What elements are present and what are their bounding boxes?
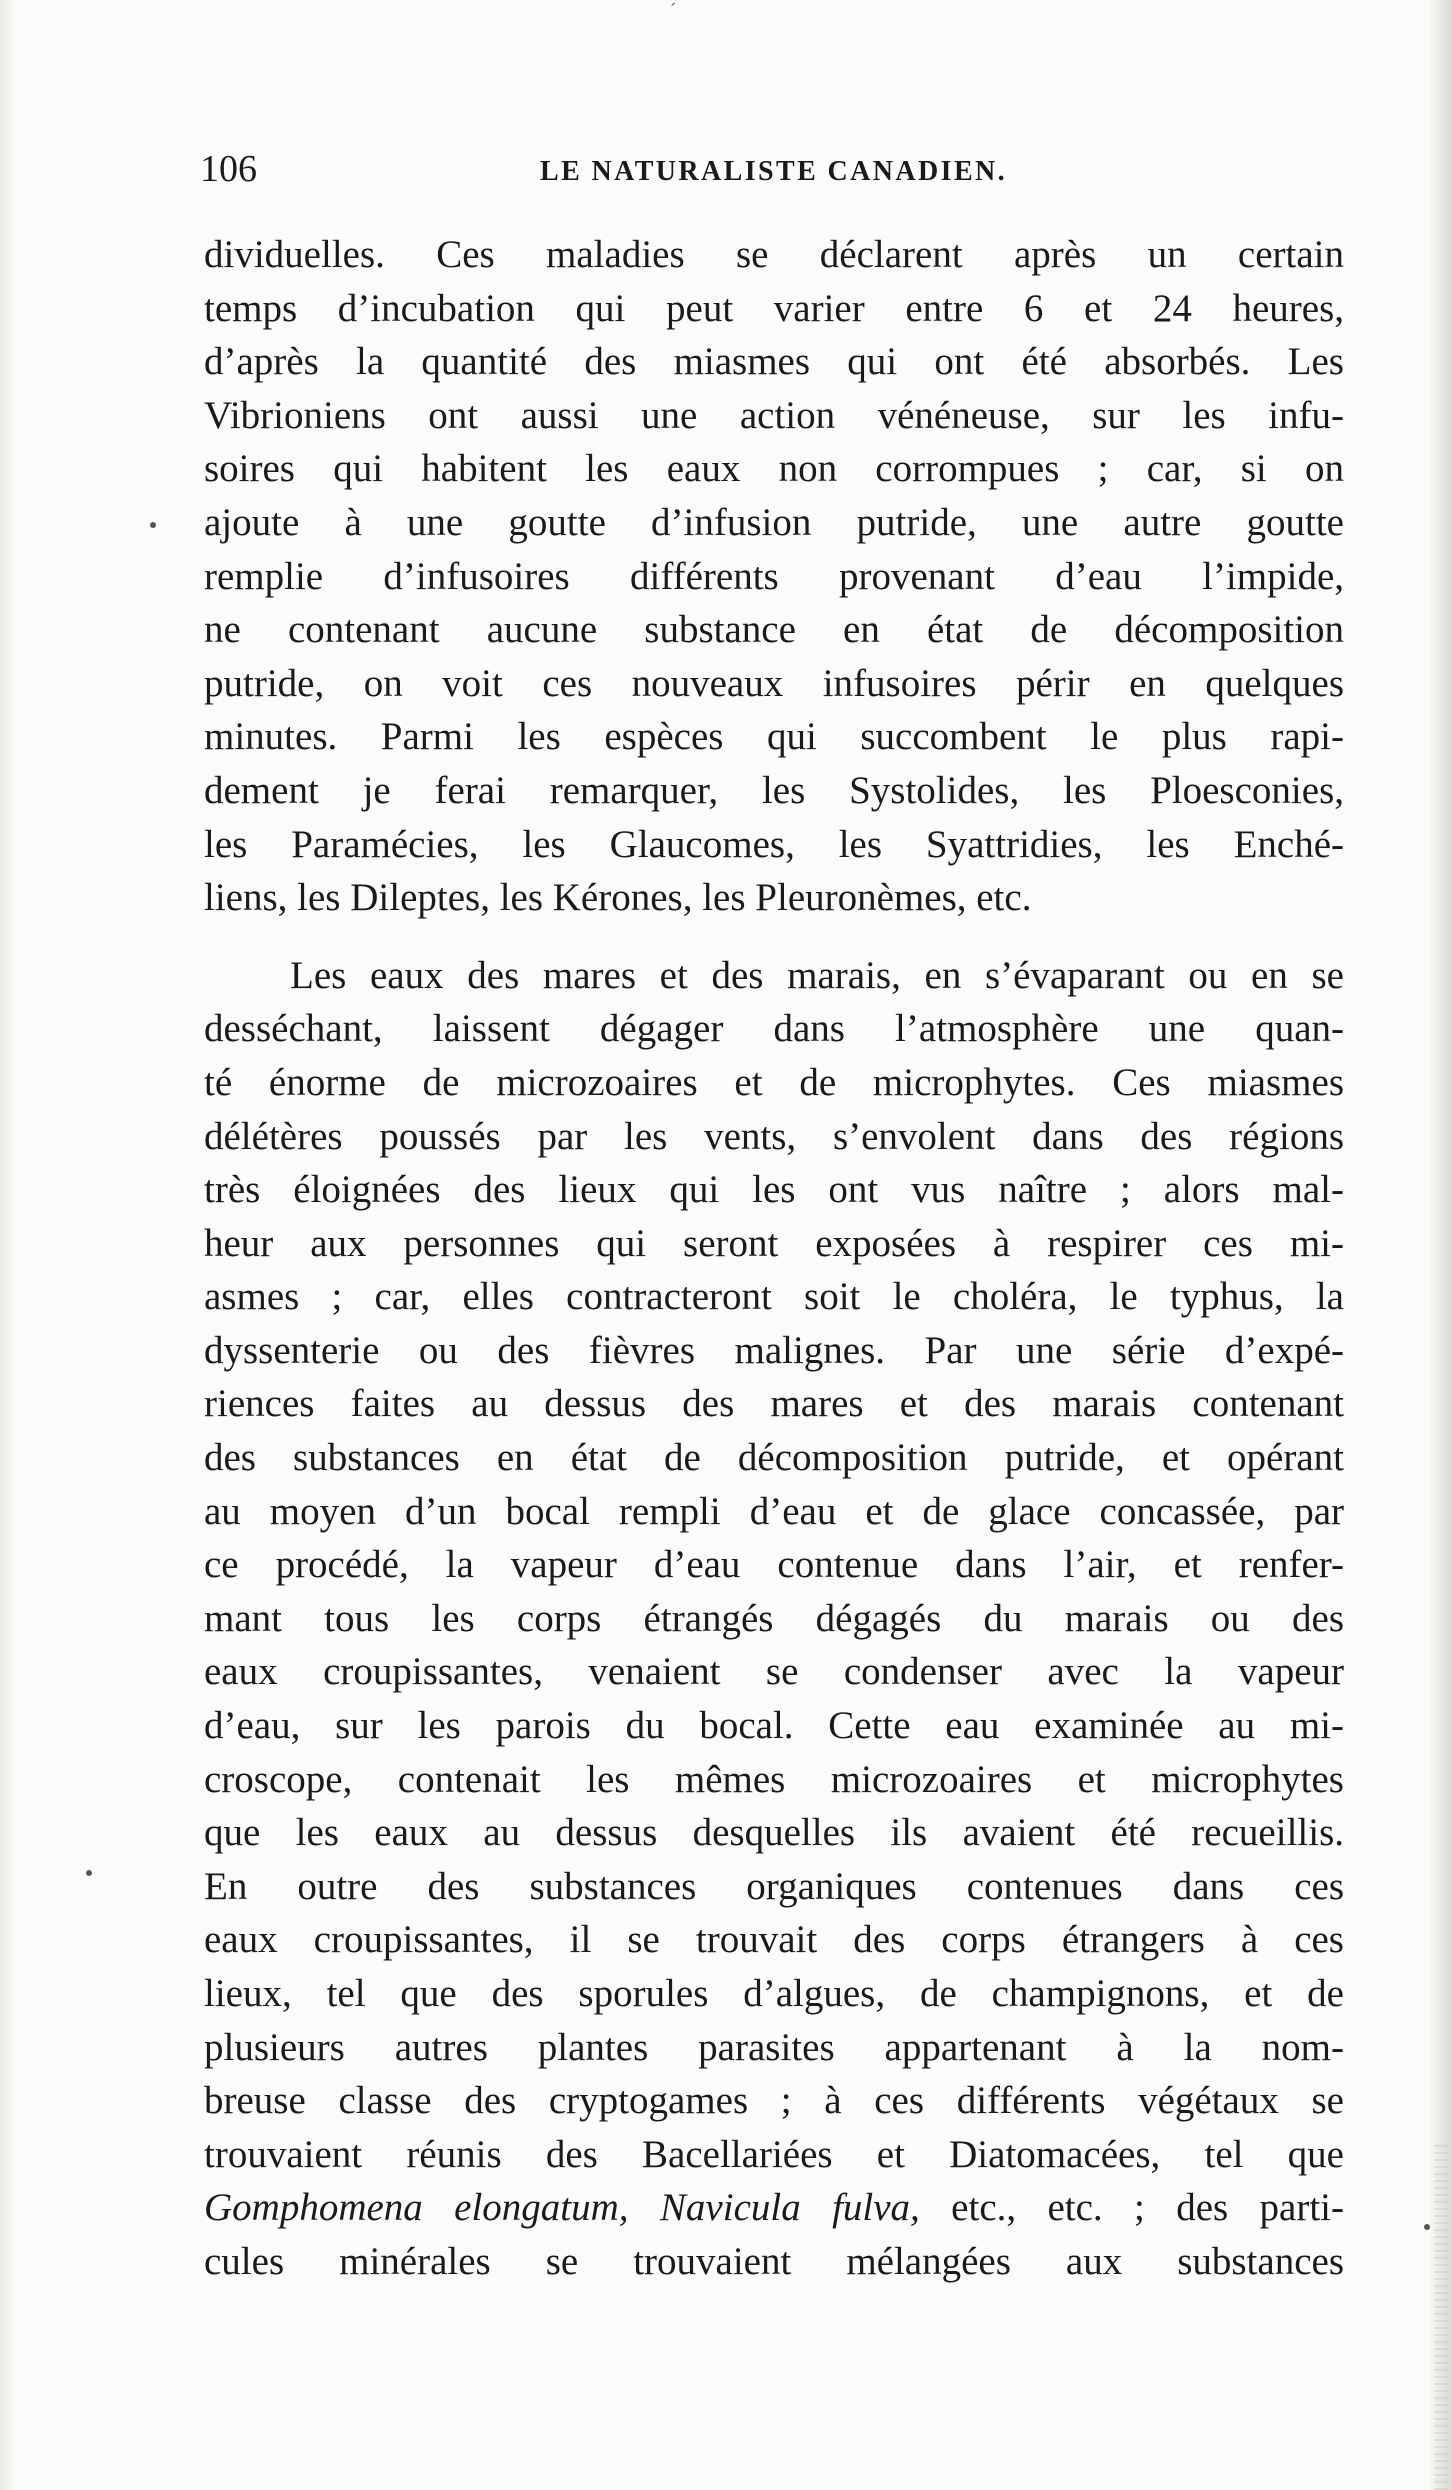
text-line: té énorme de microzoaires et de microphytes. Ces miasmes [204,1060,1344,1104]
text-line: d’après la quantité des miasmes qui ont été absorbés. Les [204,340,1344,384]
text-line: putride, on voit ces nouveaux infusoires périr en quelques [204,661,1344,705]
text-line: cules minérales se trouvaient mélangées aux substances [204,2239,1344,2283]
text-line: lieux, tel que des sporules d’algues, de champignons, et de [204,1972,1344,2015]
text-line: dement je ferai remarquer, les Systolides, les Ploesconies, [204,768,1344,812]
page-edge-right [1430,0,1452,2490]
text-line: délétères poussés par les vents, s’envolent dans des régions [204,1114,1344,1158]
species-name: Gomphomena elongatum, [204,2186,629,2230]
text-line: Les eaux des mares et des marais, en s’évaparant ou en se [290,953,1344,997]
text-line: ajoute à une goutte d’infusion putride, une autre goutte [204,500,1344,544]
paragraph [204,228,1344,925]
text-line: asmes ; car, elles contracteront soit le choléra, le typhus, la [204,1275,1344,1319]
page-header [200,144,1360,194]
species-name: Navicula fulva, [659,2186,920,2230]
text-line: riences faites au dessus des mares et des marais contenant [204,1382,1344,1426]
paragraph [204,949,1344,2289]
text-line: dyssenterie ou des fièvres malignes. Par une série d’expé- [204,1328,1344,1372]
text-line: croscope, contenait les mêmes microzoaires et microphytes [204,1757,1344,1801]
text-line: minutes. Parmi les espèces qui succombent le plus rapi- [204,715,1344,759]
text-line: heur aux personnes qui seront exposées à respirer ces mi- [204,1221,1344,1265]
text-line: au moyen d’un bocal rempli d’eau et de glace concassée, par [204,1489,1344,1533]
text-line: plusieurs autres plantes parasites appartenant à la nom- [204,2025,1344,2069]
text-line: liens, les Dileptes, les Kérones, les Pleuronèmes, etc. [204,876,1032,920]
text-line: des substances en état de décomposition putride, et opérant [204,1436,1344,1480]
page-edge-left [0,0,14,2490]
margin-speck [86,1870,92,1876]
text-line: que les eaux au dessus desquelles ils avaient été recueillis. [204,1811,1344,1855]
paragraph-gap [204,925,1344,949]
text-line-with-species [204,2181,1344,2235]
text-line: eaux croupissantes, venaient se condenser avec la vapeur [204,1650,1344,1694]
text-line: très éloignées des lieux qui les ont vus naître ; alors mal- [204,1168,1344,1212]
text-line: ce procédé, la vapeur d’eau contenue dans l’air, et renfer- [204,1543,1344,1587]
margin-speck [150,522,156,528]
text-line: mant tous les corps étrangés dégagés du marais ou des [204,1596,1344,1640]
text-line: Vibrioniens ont aussi une action vénéneuse, sur les infu- [204,393,1344,437]
text-fragment: etc., etc. ; des parti- [951,2186,1345,2230]
page-number: 106 [200,148,257,190]
margin-speck [1424,2224,1430,2230]
text-line: ne contenant aucune substance en état de décomposition [204,608,1344,652]
running-head: LE NATURALISTE CANADIEN. [540,156,1008,187]
text-line: desséchant, laissent dégager dans l’atmosphère une quan- [204,1007,1344,1051]
page-edge-speckle [1434,2140,1448,2490]
text-line: les Paramécies, les Glaucomes, les Syattridies, les Enché- [204,822,1344,866]
text-line: soires qui habitent les eaux non corrompues ; car, si on [204,447,1344,491]
text-line: temps d’incubation qui peut varier entre 6 et 24 heures, [204,286,1344,330]
text-line: breuse classe des cryptogames ; à ces différents végétaux se [204,2079,1344,2123]
body-text [204,228,1344,2289]
text-line: En outre des substances organiques contenues dans ces [204,1864,1344,1908]
text-line: remplie d’infusoires différents provenant d’eau l’impide, [204,554,1344,598]
text-line: d’eau, sur les parois du bocal. Cette eau examinée au mi- [204,1704,1344,1748]
text-line: trouvaient réunis des Bacellariées et Diatomacées, tel que [204,2132,1344,2176]
print-mark: ´ [670,0,676,20]
text-line: dividuelles. Ces maladies se déclarent après un certain [204,233,1344,276]
text-line: eaux croupissantes, il se trouvait des corps étrangers à ces [204,1918,1344,1962]
